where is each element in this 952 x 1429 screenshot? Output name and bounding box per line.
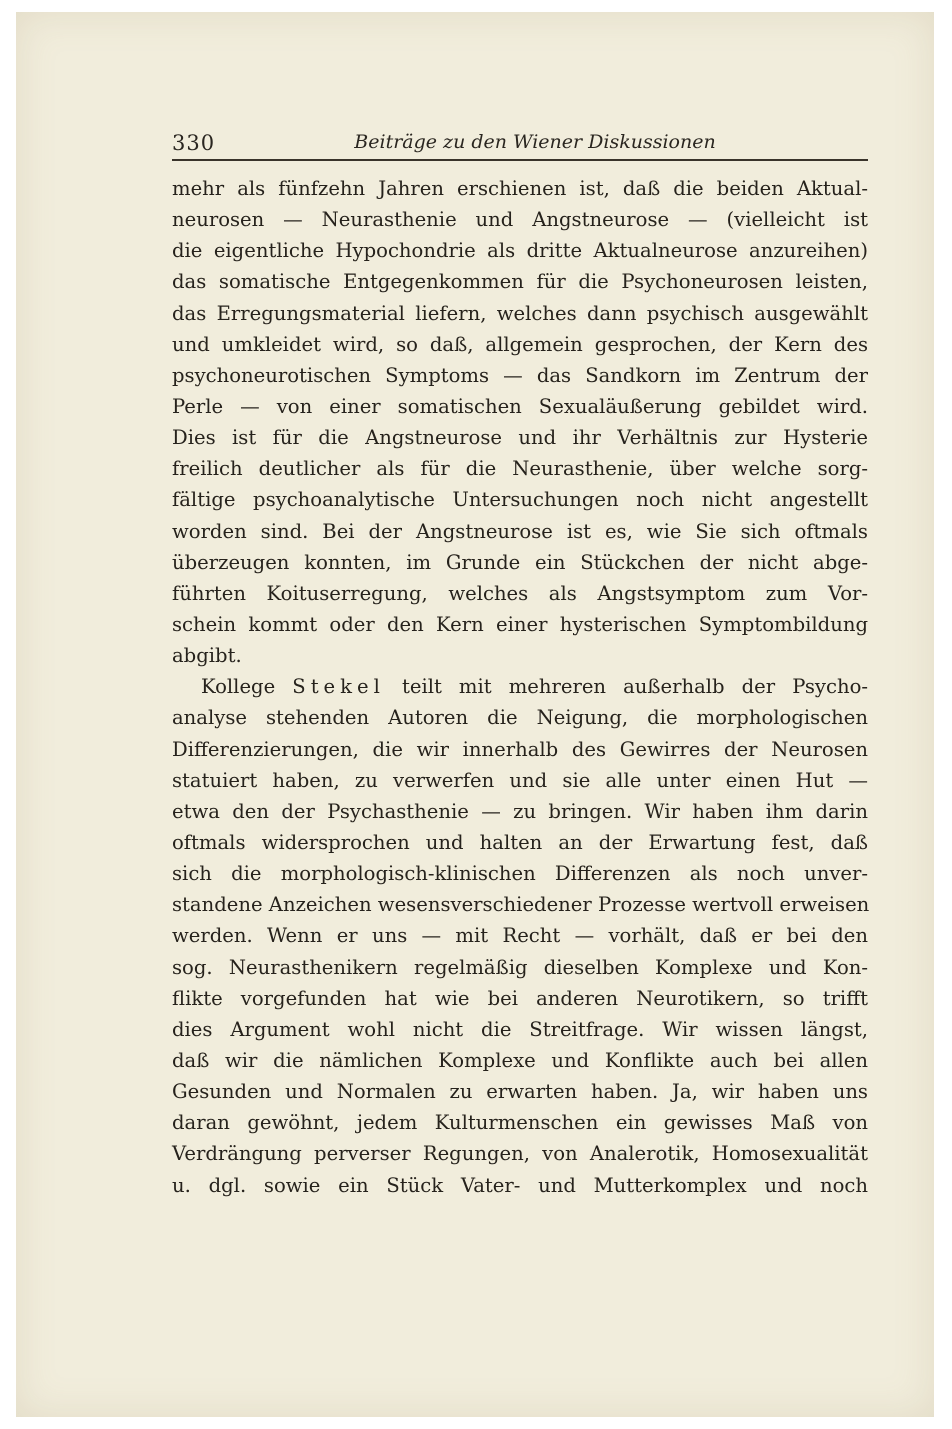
text-line: daran gewöhnt, jedem Kulturmenschen ein gewisses Maß von xyxy=(172,1111,868,1135)
text-line: psychoneurotischen Symptoms — das Sandkorn im Zentrum der xyxy=(172,363,868,387)
text-line: daß wir die nämlichen Komplexe und Konflikte auch bei allen xyxy=(172,1048,868,1072)
text-line: werden. Wenn er uns — mit Recht — vorhält, daß er bei den xyxy=(172,924,868,948)
text-line: überzeugen konnten, im Grunde ein Stückchen der nicht abge- xyxy=(172,550,868,574)
text-line: neurosen — Neurasthenie und Angstneurose — (vielleicht ist xyxy=(172,208,868,232)
text-line: analyse stehenden Autoren die Neigung, die morphologischen xyxy=(172,706,868,730)
text-line: Verdrängung perverser Regungen, von Analerotik, Homosexualität xyxy=(172,1142,868,1166)
text-line: das somatische Entgegenkommen für die Psychoneurosen leisten, xyxy=(172,270,868,294)
text-line: fältige psychoanalytische Untersuchungen noch nicht angestellt xyxy=(172,488,868,512)
paragraph-2 xyxy=(172,671,868,1200)
page-header xyxy=(172,131,868,157)
text-line: oftmals widersprochen und halten an der Erwartung fest, daß xyxy=(172,830,868,854)
running-title: Beiträge zu den Wiener Diskussionen xyxy=(354,131,716,153)
text-segment: Kollege xyxy=(201,675,276,699)
author-name: Stekel xyxy=(292,675,385,699)
text-line: die eigentliche Hypochondrie als dritte Aktualneurose anzureihen) xyxy=(172,239,868,263)
text-line: etwa den der Psychasthenie — zu bringen. Wir haben ihm darin xyxy=(172,799,868,823)
text-line: worden sind. Bei der Angstneurose ist es, wie Sie sich oftmals xyxy=(172,519,868,543)
text-line: u. dgl. sowie ein Stück Vater- und Mutterkomplex und noch xyxy=(172,1173,868,1197)
text-line: standene Anzeichen wesensverschiedener Prozesse wertvoll erweisen xyxy=(172,893,870,917)
text-line-first xyxy=(172,671,868,702)
header-rule xyxy=(172,159,868,161)
paragraph-1 xyxy=(172,173,868,671)
text-line: Dies ist für die Angstneurose und ihr Verhältnis zur Hysterie xyxy=(172,426,868,450)
text-line: und umkleidet wird, so daß, allgemein gesprochen, der Kern des xyxy=(172,332,868,356)
text-line: mehr als fünfzehn Jahren erschienen ist, daß die beiden Aktual- xyxy=(172,177,868,200)
text-line: Perle — von einer somatischen Sexualäußerung gebildet wird. xyxy=(172,394,868,418)
body-text xyxy=(172,173,868,1201)
text-line: abgibt. xyxy=(172,644,242,668)
text-line: führten Koituserregung, welches als Angstsymptom zum Vor- xyxy=(172,581,868,605)
text-line: dies Argument wohl nicht die Streitfrage. Wir wissen längst, xyxy=(172,1017,868,1041)
text-line: flikte vorgefunden hat wie bei anderen Neurotikern, so trifft xyxy=(172,986,868,1010)
text-line: das Erregungsmaterial liefern, welches dann psychisch ausgewählt xyxy=(172,301,868,325)
text-line: schein kommt oder den Kern einer hysterischen Symptombildung xyxy=(172,612,868,636)
page-number: 330 xyxy=(172,131,216,155)
text-line: sich die morphologisch-klinischen Differenzen als noch unver- xyxy=(172,862,868,886)
text-line: statuiert haben, zu verwerfen und sie alle unter einen Hut — xyxy=(172,768,868,792)
text-segment: teilt mit mehreren außerhalb der Psycho- xyxy=(401,675,869,699)
text-line: sog. Neurasthenikern regelmäßig dieselben Komplexe und Kon- xyxy=(172,955,868,979)
text-line: freilich deutlicher als für die Neurasthenie, über welche sorg- xyxy=(172,457,868,481)
text-line: Differenzierungen, die wir innerhalb des Gewirres der Neurosen xyxy=(172,737,868,761)
text-line: Gesunden und Normalen zu erwarten haben. Ja, wir haben uns xyxy=(172,1080,868,1104)
